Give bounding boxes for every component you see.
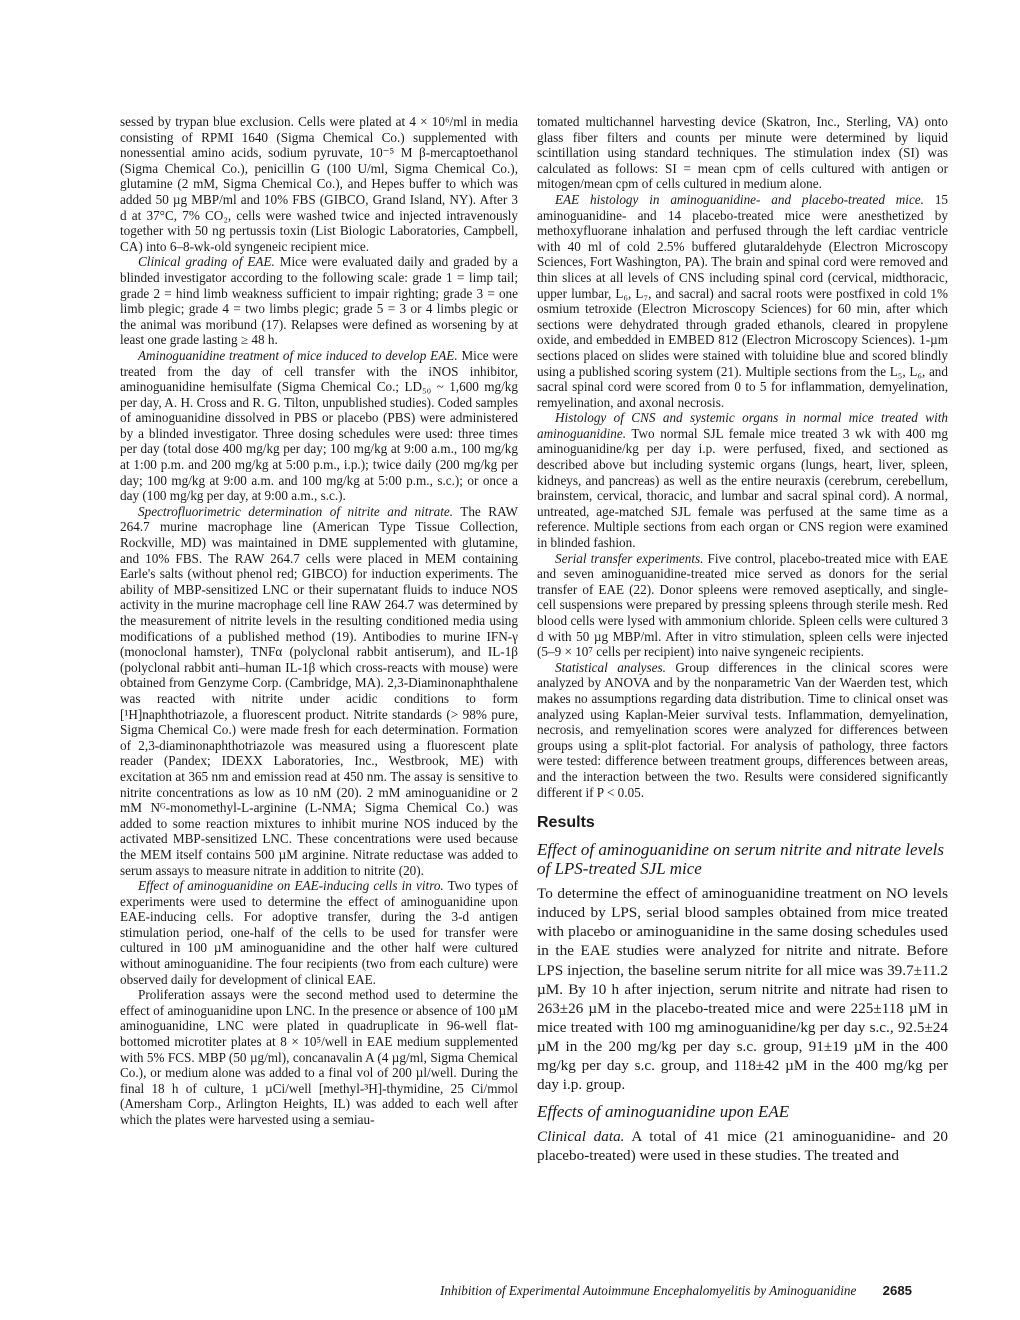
paragraph: Proliferation assays were the second method used to determine the effect of aminoguanidine upon LNC. In the presence or absence of 100 µM aminoguanidine, LNC were plated in quadruplicate in 96-well flat-bottomed microtiter plates at 8 × 10⁵/well in EAE medium supplemented with 5% FCS. MBP (50 µg/ml), concanavalin A (4 µg/ml, Sigma Chemical Co.), or medium alone was added to a final vol of 200 µl/well. During the final 18 h of culture, 1 µCi/well [methyl-³H]-thymidine, 25 Ci/mmol (Amersham Corp., Arlington Heights, IL) was added to each well after which the plates were harvested using a semiau- (120, 987, 518, 1127)
paragraph: To determine the effect of aminoguanidine treatment on NO levels induced by LPS, serial blood samples obtained from mice treated with placebo or aminoguanidine in the same dosing schedules used in the EAE studies were analyzed for nitrite and nitrate. Before LPS injection, the baseline serum nitrite for all mice was 39.7±11.2 µM. By 10 h after injection, serum nitrite and nitrate had risen to 263±26 µM in the placebo-treated mice and were 225±118 µM in mice treated with 100 mg aminoguanidine/kg per day s.c., 92.5±24 µM in the 200 mg/kg per day s.c. group, 91±19 µM in the 400 mg/kg per day s.c. group, and 118±42 µM in the 400 mg/kg per day i.p. group. (537, 885, 948, 1094)
section-heading: Serial transfer experiments. (555, 550, 704, 566)
paragraph-text: Five control, placebo-treated mice with EAE and seven aminoguanidine-treated mice served as donors for the serial transfer of EAE (22). Donor spleens were removed aseptically, and single-cell suspensions were prepared by pressing spleens through sterile mesh. Red blood cells were lysed with ammonium chloride. Spleen cells were cultured 3 d with 50 µg MBP/ml. After in vitro stimulation, spleen cells were injected (5–9 × 10⁷ cells per recipient) into naive syngeneic recipients. (537, 550, 949, 660)
subsection-heading: Effect of aminoguanidine on serum nitrite and nitrate levels of LPS-treated SJL mice (537, 840, 944, 879)
right-column (537, 114, 948, 1165)
running-title: Inhibition of Experimental Autoimmune Encephalomyelitis by Aminoguanidine (440, 1283, 857, 1298)
paragraph-text: 15 aminoguanidine- and 14 placebo-treated mice were anesthetized by methoxyfluorane inhalation and perfused through the left cardiac ventricle with 40 ml of cold 2.5% buffered glutaraldehyde (Electron Microscopy Sciences, Fort Washington, PA). The brain and spinal cord were removed and thin slices at all levels of CNS including spinal cord (cervical, midthoracic, upper lumbar, L₆, L₇, and sacral) and sacral roots were postfixed in cold 1% osmium tetroxide (Electron Microscopy Sciences) for 60 min, after which sections were dehydrated through graded ethanols, cleared in propylene oxide, and embedded in EMBED 812 (Electron Microscopy Sciences). 1-µm sections placed on slides were stained with toluidine blue and scored blindly using a published scoring system (21). Multiple sections from the L₅, L₆, and sacral spinal cord were scored from 0 to 5 for inflammation, demyelination, remyelination, and axonal necrosis. (537, 191, 949, 410)
paragraph-text: The RAW 264.7 murine macrophage line (American Type Tissue Collection, Rockville, MD) was maintained in DME supplemented with glutamine, and 10% FBS. The RAW 264.7 cells were placed in MEM containing Earle's salts (without phenol red; GIBCO) for induction experiments. The ability of MBP-sensitized LNC or their supernatant fluids to induce NOS activity in the murine macrophage cell line RAW 264.7 was determined by the measurement of nitrite levels in the resulting conditioned media using modifications of a published method (19). Antibodies to murine IFN-γ (monoclonal hamster), TNFα (polyclonal rabbit antiserum), and IL-1β (polyclonal rabbit anti–human IL-1β which cross-reacts with mouse) were obtained from Genzyme Corp. (Cambridge, MA). 2,3-Diaminonaphthalene was reacted with nitrite under acidic conditions to form [¹H]naphthotriazole, a fluorescent product. Nitrite standards (> 98% pure, Sigma Chemical Co.) were made fresh for each determination. Formation of 2,3-diaminonaphthotriazole was measured using a fluorescent plate reader (Pandex; IDEXX Laboratories, Inc., Westbrook, ME) with excitation at 365 nm and emission read at 450 nm. The assay is sensitive to nitrite concentrations as low as 10 nM (20). 2 mM aminoguanidine or 2 mM Nᴳ-monomethyl-L-arginine (L-NMA; Sigma Chemical Co.) was added to some reaction mixtures to inhibit murine NOS induced by the activated MBP-sensitized LNC. These concentrations were used because the MEM itself contains 500 µM arginine. Nitrate reductase was added to serum assays to measure nitrate in addition to nitrite (20). (120, 503, 518, 878)
paragraph: sessed by trypan blue exclusion. Cells were plated at 4 × 10⁶/ml in media consisting of RPMI 1640 (Sigma Chemical Co.) supplemented with nonessential amino acids, sodium pyruvate, 10⁻⁵ M β-mercaptoethanol (Sigma Chemical Co.), penicillin G (100 U/ml, Sigma Chemical Co.), glutamine (2 mM, Sigma Chemical Co.), and Hepes buffer to which was added 50 µg MBP/ml and 10% FBS (GIBCO, Grand Island, NY). After 3 d at 37°C, 7% CO₂, cells were washed twice and injected intravenously together with 50 ng pertussis toxin (List Biologic Laboratories, Campbell, CA) into 6–8-wk-old syngeneic recipient mice. (120, 114, 518, 254)
results-heading: Results (537, 814, 595, 832)
paragraph (537, 551, 948, 660)
section-heading: Statistical analyses. (555, 659, 666, 675)
paragraph-text: Mice were evaluated daily and graded by a blinded investigator according to the following scale: grade 1 = limp tail; grade 2 = hind limb weakness sufficient to impair righting; grade 3 = one limb plegic; grade 4 = two limbs plegic; grade 5 = 3 or 4 limbs plegic or the animal was moribund (17). Relapses were defined as worsening by at least one grade lasting ≥ 48 h. (120, 254, 518, 348)
page-number: 2685 (882, 1283, 912, 1298)
paragraph (120, 878, 518, 987)
paragraph-text: Two normal SJL female mice treated 3 wk with 400 mg aminoguanidine/kg per day i.p. were perfused, fixed, and sectioned as described above but including systemic organs (lungs, heart, liver, spleen, kidneys, and pancreas) as well as the entire neuraxis (cerebrum, cerebellum, brainstem, cervical, thoracic, and lumbar and sacral spinal cord). A normal, untreated, age-matched SJL female was perfused at the same time as a reference. Multiple sections from each organ or CNS region were examined in blinded fashion. (537, 425, 948, 551)
paragraph (537, 660, 948, 800)
paragraph-text: Two types of experiments were used to determine the effect of aminoguanidine upon EAE-inducing cells. For adoptive transfer, during the 3-d antigen stimulation period, one-half of the cells to be used for transfer were cultured in 100 µM aminoguanidine and the other half were cultured without aminoguanidine. The four recipients (two from each culture) were observed daily for development of clinical EAE. (120, 878, 518, 987)
results-body (537, 1127, 948, 1165)
section-heading: Effect of aminoguanidine on EAE-inducing cells in vitro. (138, 878, 444, 894)
paragraph-text: A total of 41 mice (21 aminoguanidine- and 20 placebo-treated) were used in these studies. The treated and (537, 1128, 948, 1165)
section-heading: Histology of CNS and systemic organs in normal mice treated with aminoguanidine. (537, 410, 948, 441)
paragraph (537, 192, 948, 410)
left-column (120, 114, 518, 1128)
page-footer (440, 1283, 960, 1299)
paragraph: tomated multichannel harvesting device (Skatron, Inc., Sterling, VA) onto glass fiber filters and counts per minute were determined by liquid scintillation using standard techniques. The stimulation index (SI) was calculated as follows: SI = mean cpm of cells cultured with antigen or mitogen/mean cpm of cells cultured in medium alone. (537, 114, 948, 192)
section-heading: Aminoguanidine treatment of mice induced to develop EAE. (138, 347, 458, 363)
paragraph-text: Mice were treated from the day of cell transfer with the iNOS inhibitor, aminoguanidine hemisulfate (Sigma Chemical Co.; LD₅₀ ~ 1,600 mg/kg per day, A. H. Cross and R. G. Tilton, unpublished studies). Coded samples of aminoguanidine dissolved in PBS or placebo (PBS) were administered by a blinded investigator. Three dosing schedules were used: three times per day (total dose 400 mg/kg per day; 100 mg/kg at 9:00 a.m., 100 mg/kg at 1:00 p.m. and 200 mg/kg at 5:00 p.m., i.p.); twice daily (200 mg/kg per day; 100 mg/kg at 9:00 a.m. and 100 mg/kg at 5:00 p.m., s.c.); or once a day (100 mg/kg per day, at 9:00 a.m., s.c.). (120, 347, 518, 504)
paragraph (120, 504, 518, 878)
paragraph (120, 348, 518, 504)
paragraph (537, 410, 948, 550)
paragraph-text: Group differences in the clinical scores were analyzed by ANOVA and by the nonparametric Van der Waerden test, which makes no assumptions regarding data distribution. Time to clinical onset was analyzed using Kaplan-Meier survival tests. Inflammation, demyelination, necrosis, and remyelination scores were analyzed for differences between groups using a split-plot factorial. For analysis of pathology, three factors were tested: difference between treatment groups, differences between areas, and the interaction between the two. Results were considered significantly different if P < 0.05. (537, 659, 948, 800)
paragraph (120, 254, 518, 348)
section-heading: Clinical grading of EAE. (138, 254, 275, 270)
section-heading: Spectrofluorimetric determination of nitrite and nitrate. (138, 503, 454, 519)
paragraph (537, 1127, 948, 1165)
section-heading: Clinical data. (537, 1128, 625, 1146)
results-body (537, 884, 948, 1094)
subsection-heading: Effects of aminoguanidine upon EAE (537, 1102, 790, 1122)
section-heading: EAE histology in aminoguanidine- and placebo-treated mice. (555, 191, 924, 207)
